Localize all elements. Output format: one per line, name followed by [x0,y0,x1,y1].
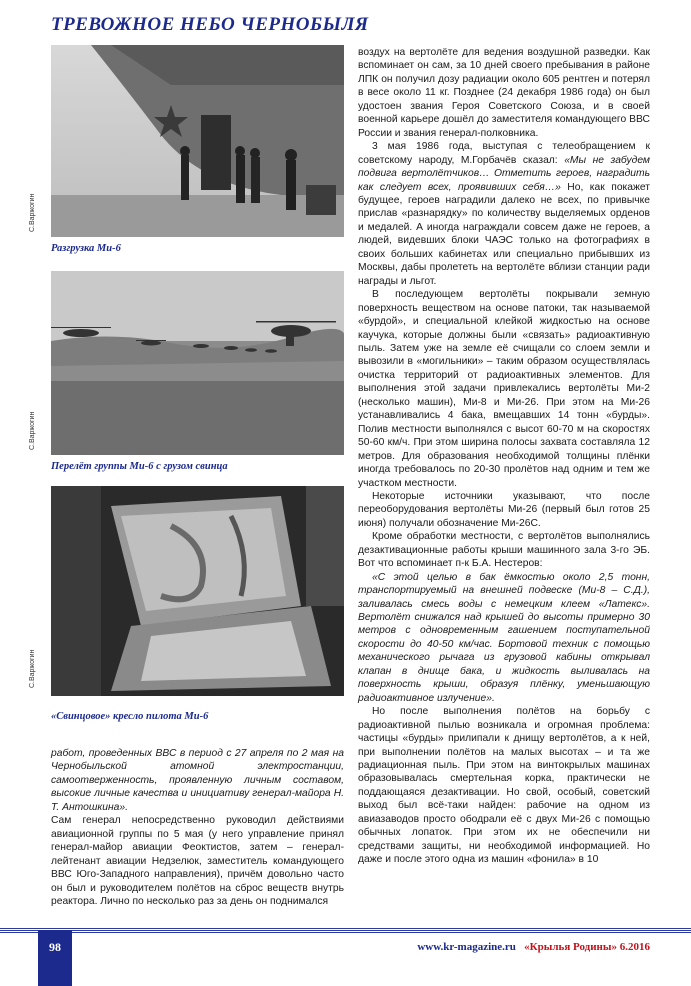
page-number-box [38,930,72,986]
page-title: ТРЕВОЖНОЕ НЕБО ЧЕРНОБЫЛЯ [51,14,369,35]
page-number: 98 [49,940,61,954]
paragraph: «С этой целью в бак ёмкостью около 2,5 тонн, транспортируемый на внешней подвеске (Ми-8 – С.Д.), заливалась смесь воды с немецким клеем «Латекс». Вертолёт снижался над крышей до высоты примерно 30 метров с одновременным гашением поступательной скорости до 40-50 км/час. Бортовой техник с помощью механического рычага из грузовой кабины открывал клапан в днище бака, и жидкость выливалась на поверхность крыши, образуя плёнку, уменьшающую радиоактивное излучение». [358,571,650,704]
photo-caption: «Свинцовое» кресло пилота Ми-6 [51,711,209,722]
footer-masthead [417,941,650,953]
paragraph: работ, проведенных ВВС в период с 27 апреля по 2 мая на Чернобыльской атомной электростанции, самоотверженность, проявленную личным составом, высокие личные качества и инициативу генерал-майора Н. Т. Антошкина». [51,748,344,813]
photo-unloading-mi6 [51,45,344,237]
photo-credit: С.Варжогин [29,193,36,232]
footer-rule [0,928,691,934]
photo-credit: С.Варжогин [29,411,36,450]
paragraph: Сам генерал непосредственно руководил действиями авиационной группы по 5 мая (у него управление принял генерал-майор авиации Феоктистов, затем – генерал-лейтенант авиации Недзелюк, заместитель командующего ВВС Юго-Западного направления), причём довольно часто он был и руководителем полётов на сброс веществ внутрь реактора. Лично по несколько раз за день он поднимался [51,815,344,907]
site-link[interactable]: www.kr-magazine.ru [417,941,516,953]
paragraph: воздух на вертолёте для ведения воздушной разведки. Как вспоминает он сам, за 10 дней своего пребывания в районе ЛПК он получил дозу радиации около 605 рентген и потерял в весе около 11 кг. Позднее (24 декабря 1986 года) он был удостоен звания Героя Советского Союза, и в своей военной карьере дошёл до заместителя командующего ВВС России и звания генерал-полковника. [358,47,650,139]
photo-lead-seat [51,486,344,696]
right-column-text [358,46,650,867]
paragraph: В последующем вертолёты покрывали земную поверхность веществом на основе патоки, так называемой «бурдой», и специальной клейкой жидкостью на основе каучука, которые должны были «связать» радиоактивную пыль. Затем уже на земле её счищали со слоем земли и вывозили в «могильники» – таким образом осуществлялась очистка территорий от радиоактивных элементов. Для выполнения этой задачи привлекались вертолёты Ми-2 (несколько машин), Ми-8 и Ми-26. При этом на Ми-26 устанавливались 4 бака, вмещавших 14 тонн «бурды». Полив местности выполнялся с высот 60-70 м на скоростях 50-60 км/ч. При этом ширина полосы захвата составляла 12 метров. Для образования необходимой толщины плёнки иногда требовалось по 20-30 пролётов над одним и тем же участком местности. [358,289,650,489]
paragraph: 3 мая 1986 года, выступая с телеобращением к советскому народу, М.Горбачёв сказал: «Мы не забудем подвига вертолётчиков… Отметить героев, наградить как следует всех, проявивших себя…» Но, как покажет будущее, героев наградили далеко не всех, по привычке прислав «разнарядку» по количеству выделяемых орденов и медалей. А иногда награждали совсем даже не героев, а людей, видевших блоки ЧАЭС только на фотографиях в своих больших кабинетах или специально прибывших из Москвы, дабы пролететь на вертолёте вблизи станции ради награды и льгот. [358,141,650,287]
photo-credit: С.Варжогин [29,649,36,688]
paragraph: Кроме обработки местности, с вертолётов выполнялись дезактивационные работы крыши машинного зала 3-го ЭБ. Вот что вспоминает п-к Б.А. Нестеров: [358,531,650,570]
photo-caption: Разгрузка Ми-6 [51,243,121,254]
issue-number: 6.2016 [619,941,650,953]
photo-caption: Перелёт группы Ми-6 с грузом свинца [51,461,228,472]
magazine-name: «Крылья Родины» [524,941,617,953]
left-column-text [51,747,344,908]
paragraph: Но после выполнения полётов на борьбу с радиоактивной пылью возникала и огромная проблема: частицы «бурды» прилипали к днищу вертолётов, а к ней, при выполнении полётов на малых высотах – и та же радиационная пыль. При этом на винтокрылых машинах образовывалась смертельная корка, практически не поддающаяся дезактивации. Но свой, особый, советский выход был всё-таки найден: рабочие на одном из авиазаводов просто ободрали её с двух Ми-26 с помощью обычных лопаток. При этом их не обеспечили ни средствами защиты, ни необходимой информацией. Но даже и после этого одна из машин «фонила» в 10 [358,706,650,866]
paragraph: Некоторые источники указывают, что после переоборудования вертолёты Ми-26 (первый был готов 25 июня) получали обозначение Ми-26С. [358,490,650,529]
photo-flight-group [51,271,344,455]
